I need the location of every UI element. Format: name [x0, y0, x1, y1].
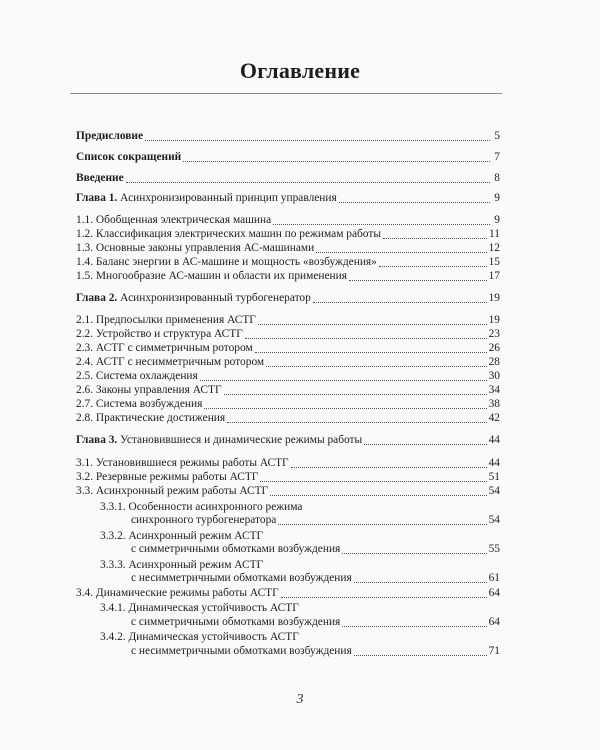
- toc-subsection-line1[interactable]: 3.3.3. Асинхронный режим АСТГ: [100, 559, 264, 571]
- toc-entry-label: 2.4. АСТГ с несимметричным ротором: [76, 356, 265, 368]
- page-title: Оглавление: [239, 58, 361, 83]
- toc-section[interactable]: [76, 471, 500, 484]
- toc-page-number: 44: [488, 434, 500, 446]
- leader-dots: [316, 252, 486, 253]
- toc-page-number: 17: [488, 270, 500, 282]
- toc-entry-label: 3.3. Асинхронный режим работы АСТГ: [76, 485, 269, 497]
- toc-page-number: 23: [488, 328, 500, 340]
- toc-subsection-line1[interactable]: 3.4.1. Динамическая устойчивость АСТГ: [100, 602, 299, 614]
- toc-entry-label: 2.2. Устройство и структура АСТГ: [76, 328, 243, 340]
- toc-entry-label: 3.2. Резервные режимы работы АСТГ: [76, 471, 259, 483]
- leader-dots: [364, 444, 486, 445]
- leader-dots: [145, 140, 490, 141]
- toc-entry-label: с несимметричными обмотками возбуждения: [131, 645, 352, 657]
- chapter-title: Асинхронизированный турбогенератор: [120, 292, 311, 304]
- toc-page-number: 9: [494, 214, 500, 226]
- toc-section[interactable]: [76, 356, 500, 369]
- toc-page-number: 55: [488, 543, 500, 555]
- leader-dots: [260, 481, 486, 482]
- toc-page-number: 54: [488, 514, 500, 526]
- toc-page-number: 19: [488, 292, 500, 304]
- leader-dots: [200, 380, 487, 381]
- chapter-prefix: Глава 3.: [76, 434, 118, 446]
- leader-dots: [204, 408, 486, 409]
- leader-dots: [342, 553, 486, 554]
- toc-page-number: 30: [488, 370, 500, 382]
- leader-dots: [227, 422, 486, 423]
- chapter-prefix: Глава 1.: [76, 192, 118, 204]
- toc-subsection-line1[interactable]: 3.3.2. Асинхронный режим АСТГ: [100, 530, 264, 542]
- leader-dots: [379, 266, 487, 267]
- toc-section[interactable]: [76, 314, 500, 327]
- toc-entry-introduction[interactable]: [76, 172, 500, 185]
- toc-entry-label: 1.3. Основные законы управления АС-машинами: [76, 242, 315, 254]
- toc-section[interactable]: [76, 256, 500, 269]
- toc-section[interactable]: [76, 270, 500, 283]
- leader-dots: [342, 626, 486, 627]
- toc-page-number: 5: [494, 130, 500, 142]
- toc-entry-label: 3.4. Динамические режимы работы АСТГ: [76, 587, 279, 599]
- toc-page-number: 64: [488, 616, 500, 628]
- toc-chapter-2[interactable]: [76, 292, 500, 305]
- toc-page-number: 54: [488, 485, 500, 497]
- toc-section[interactable]: [76, 398, 500, 411]
- toc-section[interactable]: [76, 214, 500, 227]
- toc-section[interactable]: [76, 328, 500, 341]
- page-number-footer: 3: [296, 692, 304, 707]
- leader-dots: [354, 655, 487, 656]
- toc-entry-label: 2.6. Законы управления АСТГ: [76, 384, 222, 396]
- toc-entry-preface[interactable]: [76, 130, 500, 143]
- toc-entry-label: 1.1. Обобщенная электрическая машина: [76, 214, 272, 226]
- leader-dots: [266, 366, 486, 367]
- leader-dots: [278, 524, 486, 525]
- toc-page-number: 64: [488, 587, 500, 599]
- toc-entry-label: 1.2. Классификация электрических машин по режимам работы: [76, 228, 381, 240]
- toc-subsection[interactable]: [131, 572, 500, 585]
- toc-entry-label: 1.5. Многообразие АС-машин и области их применения: [76, 270, 347, 282]
- toc-page-number: 42: [488, 412, 500, 424]
- leader-dots: [291, 467, 487, 468]
- toc-subsection-line1[interactable]: 3.3.1. Особенности асинхронного режима: [100, 501, 303, 513]
- toc-entry-label: 3.1. Установившиеся режимы работы АСТГ: [76, 457, 289, 469]
- toc-page-number: 44: [488, 457, 500, 469]
- toc-page-number: 61: [488, 572, 500, 584]
- leader-dots: [313, 302, 487, 303]
- toc-page-number: 71: [488, 645, 500, 657]
- leader-dots: [183, 161, 490, 162]
- chapter-title: Установившиеся и динамические режимы работы: [120, 434, 363, 446]
- toc-entry-label: с симметричными обмотками возбуждения: [131, 543, 341, 555]
- toc-section[interactable]: [76, 384, 500, 397]
- leader-dots: [224, 394, 487, 395]
- leader-dots: [281, 597, 487, 598]
- toc-entry-label: Предисловие: [76, 130, 144, 142]
- toc-entry-label: с несимметричными обмотками возбуждения: [131, 572, 352, 584]
- toc-page-number: 26: [488, 342, 500, 354]
- toc-page-number: 8: [494, 172, 500, 184]
- toc-section[interactable]: [76, 342, 500, 355]
- toc-page-number: 11: [489, 228, 500, 240]
- toc-page-number: 9: [494, 192, 500, 204]
- toc-section[interactable]: [76, 457, 500, 470]
- toc-page-number: 51: [488, 471, 500, 483]
- leader-dots: [255, 352, 487, 353]
- toc-entry-label: Введение: [76, 172, 124, 184]
- leader-dots: [258, 324, 487, 325]
- toc-subsection[interactable]: [131, 645, 500, 658]
- toc-entry-label: 2.7. Система возбуждения: [76, 398, 203, 410]
- toc-subsection[interactable]: [131, 514, 500, 527]
- toc-entry-label: 2.3. АСТГ с симметричным ротором: [76, 342, 253, 354]
- toc-chapter-3[interactable]: [76, 434, 500, 447]
- leader-dots: [354, 582, 487, 583]
- toc-subsection[interactable]: [131, 543, 500, 556]
- toc-chapter-1[interactable]: [76, 192, 500, 205]
- toc-entry-abbreviations[interactable]: [76, 151, 500, 164]
- toc-entry-label: 2.5. Система охлаждения: [76, 370, 198, 382]
- toc-entry-label: с симметричными обмотками возбуждения: [131, 616, 341, 628]
- toc-subsection-line1[interactable]: 3.4.2. Динамическая устойчивость АСТГ: [100, 631, 299, 643]
- toc-section[interactable]: [76, 587, 500, 600]
- toc-entry-label: Список сокращений: [76, 151, 182, 163]
- toc-section[interactable]: [76, 412, 500, 425]
- leader-dots: [339, 202, 490, 203]
- toc-entry-label: 1.4. Баланс энергии в АС-машине и мощность «возбуждения»: [76, 256, 377, 268]
- toc-page-number: 15: [488, 256, 500, 268]
- toc-section[interactable]: [76, 485, 500, 498]
- toc-page-number: 19: [488, 314, 500, 326]
- toc-page-number: 34: [488, 384, 500, 396]
- leader-dots: [383, 238, 487, 239]
- toc-page-number: 12: [488, 242, 500, 254]
- toc-subsection[interactable]: [131, 616, 500, 629]
- toc-section[interactable]: [76, 242, 500, 255]
- toc-entry-label: 2.1. Предпосылки применения АСТГ: [76, 314, 256, 326]
- leader-dots: [273, 224, 490, 225]
- chapter-prefix: Глава 2.: [76, 292, 118, 304]
- leader-dots: [245, 338, 487, 339]
- toc-entry-label: 2.8. Практические достижения: [76, 412, 226, 424]
- toc-section[interactable]: [76, 370, 500, 383]
- toc-entry-label: синхронного турбогенератора: [131, 514, 277, 526]
- toc-page-number: 38: [488, 398, 500, 410]
- leader-dots: [270, 495, 486, 496]
- chapter-title: Асинхронизированный принцип управления: [120, 192, 337, 204]
- leader-dots: [126, 182, 490, 183]
- leader-dots: [349, 280, 487, 281]
- toc-section[interactable]: [76, 228, 500, 241]
- toc-page-number: 28: [488, 356, 500, 368]
- toc-page-number: 7: [494, 151, 500, 163]
